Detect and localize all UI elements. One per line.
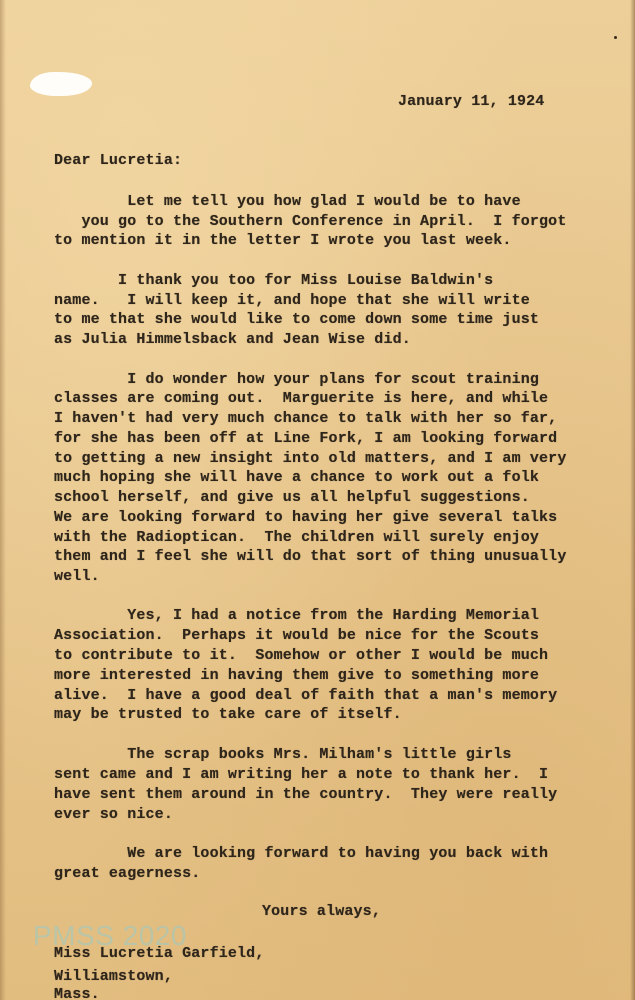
archive-watermark: PMSS 2020: [33, 920, 187, 951]
body-line: I thank you too for Miss Louise Baldwin's: [54, 272, 494, 289]
body-line: name. I will keep it, and hope that she will write: [54, 292, 530, 309]
body-line: with the Radioptican. The children will surely enjoy: [54, 529, 540, 546]
recipient-state: Mass.: [54, 986, 100, 1000]
body-line: them and I feel she will do that sort of thing unusually: [54, 548, 567, 565]
recipient-city: Williamstown,: [54, 968, 173, 985]
body-line: The scrap books Mrs. Milham's little girls: [54, 746, 512, 763]
paper-tear: [30, 72, 92, 96]
body-line: much hoping she will have a chance to work out a folk: [54, 469, 540, 486]
body-line: sent came and I am writing her a note to thank her. I: [54, 766, 549, 783]
body-line: Yes, I had a notice from the Harding Memorial: [54, 607, 540, 624]
body-line: great eagerness.: [54, 865, 201, 882]
pin-hole: [614, 36, 617, 39]
body-line: I haven't had very much chance to talk with her so far,: [54, 410, 558, 427]
body-line: Let me tell you how glad I would be to have: [54, 193, 521, 210]
body-line: classes are coming out. Marguerite is here, and while: [54, 390, 549, 407]
body-line: you go to the Southern Conference in April. I forgot: [54, 213, 567, 230]
body-line: Association. Perhaps it would be nice for the Scouts: [54, 627, 540, 644]
body-line: well.: [54, 568, 100, 585]
body-line: ever so nice.: [54, 806, 173, 823]
body-line: to mention it in the letter I wrote you last week.: [54, 232, 512, 249]
body-line: for she has been off at Line Fork, I am looking forward: [54, 430, 558, 447]
body-line: more interested in having them give to something more: [54, 667, 540, 684]
body-line: alive. I have a good deal of faith that a man's memory: [54, 687, 558, 704]
body-line: as Julia Himmelsback and Jean Wise did.: [54, 331, 411, 348]
body-line: to getting a new insight into old matters, and I am very: [54, 450, 567, 467]
body-line: to contribute to it. Somehow or other I would be much: [54, 647, 549, 664]
body-line: I do wonder how your plans for scout training: [54, 371, 540, 388]
paper-edge-left: [0, 0, 6, 1000]
body-line: to me that she would like to come down some time just: [54, 311, 540, 328]
letter-date: January 11, 1924: [398, 93, 545, 110]
recipient-name: Miss Lucretia Garfield,: [54, 945, 265, 962]
paper-edge-right: [630, 0, 635, 1000]
body-line: may be trusted to take care of itself.: [54, 706, 402, 723]
salutation: Dear Lucretia:: [54, 152, 183, 169]
closing: Yours always,: [262, 903, 381, 920]
body-line: We are looking forward to having you back with: [54, 845, 549, 862]
body-line: school herself, and give us all helpful suggestions.: [54, 489, 530, 506]
body-line: have sent them around in the country. They were really: [54, 786, 558, 803]
body-line: We are looking forward to having her give several talks: [54, 509, 558, 526]
